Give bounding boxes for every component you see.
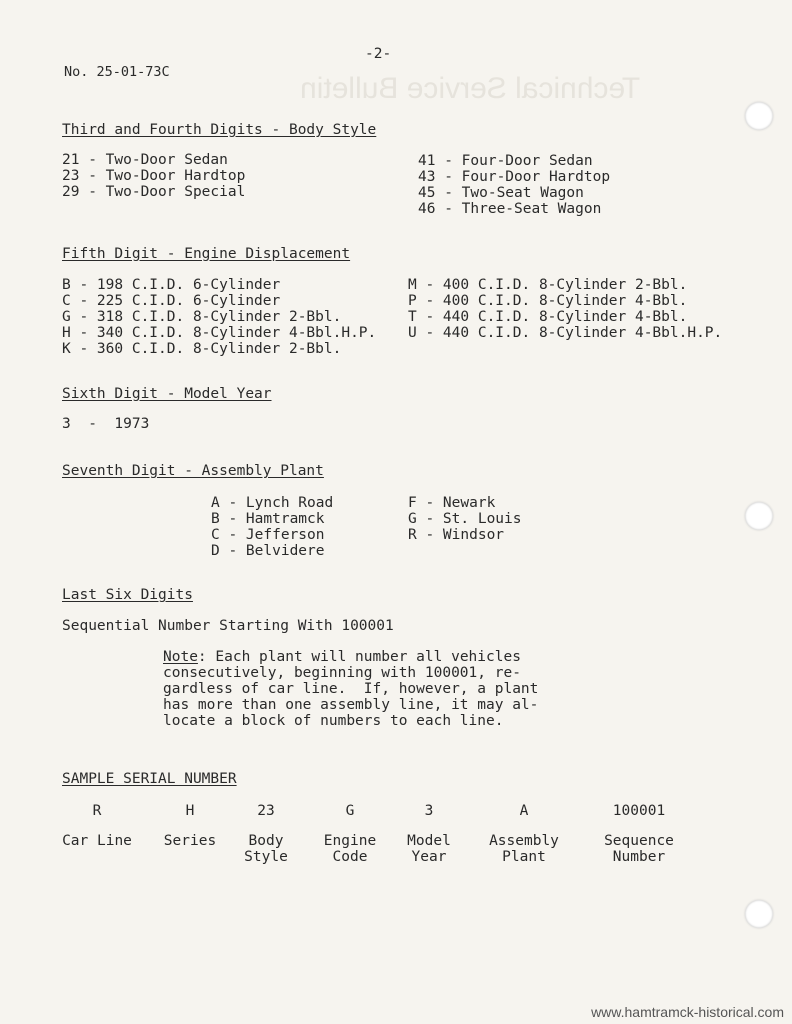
sample-value: 3	[424, 803, 434, 819]
sample-value: A	[519, 803, 529, 819]
sample-serial-heading: SAMPLE SERIAL NUMBER	[62, 771, 237, 787]
list-item: C - 225 C.I.D. 6-Cylinder	[62, 293, 281, 309]
engine-left-list	[62, 277, 377, 373]
note-line: consecutively, beginning with 100001, re-	[163, 665, 521, 681]
sample-column-sequence-number	[592, 803, 686, 865]
sequential-number-text: Sequential Number Starting With 100001	[62, 618, 394, 634]
sample-label: Series	[163, 833, 217, 849]
list-item: F - Newark	[408, 495, 496, 511]
bulletin-number: No. 25-01-73C	[64, 64, 170, 80]
note-line: gardless of car line. If, however, a plant	[163, 681, 539, 697]
sample-column-assembly-plant	[478, 803, 570, 865]
list-item: 46 - Three-Seat Wagon	[418, 201, 602, 217]
note-block	[163, 649, 539, 745]
note-first-line	[163, 649, 521, 665]
sample-value: 100001	[612, 803, 666, 819]
list-item: 41 - Four-Door Sedan	[418, 153, 593, 169]
list-item: G - St. Louis	[408, 511, 522, 527]
sample-label: Engine	[323, 833, 377, 849]
list-item: A - Lynch Road	[211, 495, 334, 511]
sample-value: R	[92, 803, 102, 819]
list-item: 45 - Two-Seat Wagon	[418, 185, 584, 201]
sample-value: 23	[257, 803, 275, 819]
model-year-value: 3 - 1973	[62, 416, 150, 432]
sample-column-engine-code	[312, 803, 388, 865]
list-item: M - 400 C.I.D. 8-Cylinder 2-Bbl.	[408, 277, 688, 293]
sample-label: Number	[612, 849, 666, 865]
list-item: K - 360 C.I.D. 8-Cylinder 2-Bbl.	[62, 341, 342, 357]
binder-hole-bottom	[745, 900, 773, 928]
sample-label: Car Line	[62, 833, 132, 849]
binder-hole-top	[745, 102, 773, 130]
list-item: P - 400 C.I.D. 8-Cylinder 4-Bbl.	[408, 293, 688, 309]
list-item: 23 - Two-Door Hardtop	[62, 168, 246, 184]
body-style-left-list	[62, 152, 246, 216]
list-item: 21 - Two-Door Sedan	[62, 152, 228, 168]
list-item: B - 198 C.I.D. 6-Cylinder	[62, 277, 281, 293]
sample-label: Year	[411, 849, 447, 865]
list-item: 43 - Four-Door Hardtop	[418, 169, 611, 185]
show-through-title: Technical Service Bulletin	[300, 72, 641, 105]
page-number: -2-	[365, 46, 392, 62]
note-line: locate a block of numbers to each line.	[163, 713, 504, 729]
binder-hole-middle	[745, 502, 773, 530]
sample-label: Model	[407, 833, 451, 849]
sample-column-model-year	[394, 803, 464, 865]
sample-label: Code	[332, 849, 368, 865]
sample-label: Body	[248, 833, 284, 849]
sample-column-series	[152, 803, 228, 849]
note-line: : Each plant will number all vehicles	[197, 649, 521, 665]
sample-label: Sequence	[604, 833, 674, 849]
last-six-heading: Last Six Digits	[62, 587, 193, 603]
plant-left-list	[211, 495, 334, 575]
list-item: C - Jefferson	[211, 527, 325, 543]
engine-heading: Fifth Digit - Engine Displacement	[62, 246, 351, 262]
body-style-heading: Third and Fourth Digits - Body Style	[62, 122, 377, 138]
assembly-plant-heading: Seventh Digit - Assembly Plant	[62, 463, 324, 479]
body-style-right-list	[418, 153, 611, 233]
list-item: U - 440 C.I.D. 8-Cylinder 4-Bbl.H.P.	[408, 325, 723, 341]
sample-label: Plant	[502, 849, 546, 865]
sample-value: G	[345, 803, 355, 819]
sample-label: Assembly	[489, 833, 559, 849]
sample-column-car-line	[52, 803, 142, 849]
list-item: B - Hamtramck	[211, 511, 325, 527]
note-line: has more than one assembly line, it may al-	[163, 697, 539, 713]
sample-value: H	[185, 803, 195, 819]
sample-column-body-style	[234, 803, 298, 865]
note-label: Note	[163, 649, 198, 665]
watermark: www.hamtramck-historical.com	[591, 1004, 784, 1020]
list-item: D - Belvidere	[211, 543, 325, 559]
list-item: H - 340 C.I.D. 8-Cylinder 4-Bbl.H.P.	[62, 325, 377, 341]
list-item: 29 - Two-Door Special	[62, 184, 246, 200]
engine-right-list	[408, 277, 723, 357]
list-item: R - Windsor	[408, 527, 505, 543]
list-item: G - 318 C.I.D. 8-Cylinder 2-Bbl.	[62, 309, 342, 325]
model-year-heading: Sixth Digit - Model Year	[62, 386, 272, 402]
list-item: T - 440 C.I.D. 8-Cylinder 4-Bbl.	[408, 309, 688, 325]
sample-label: Style	[244, 849, 288, 865]
plant-right-list	[408, 495, 522, 559]
